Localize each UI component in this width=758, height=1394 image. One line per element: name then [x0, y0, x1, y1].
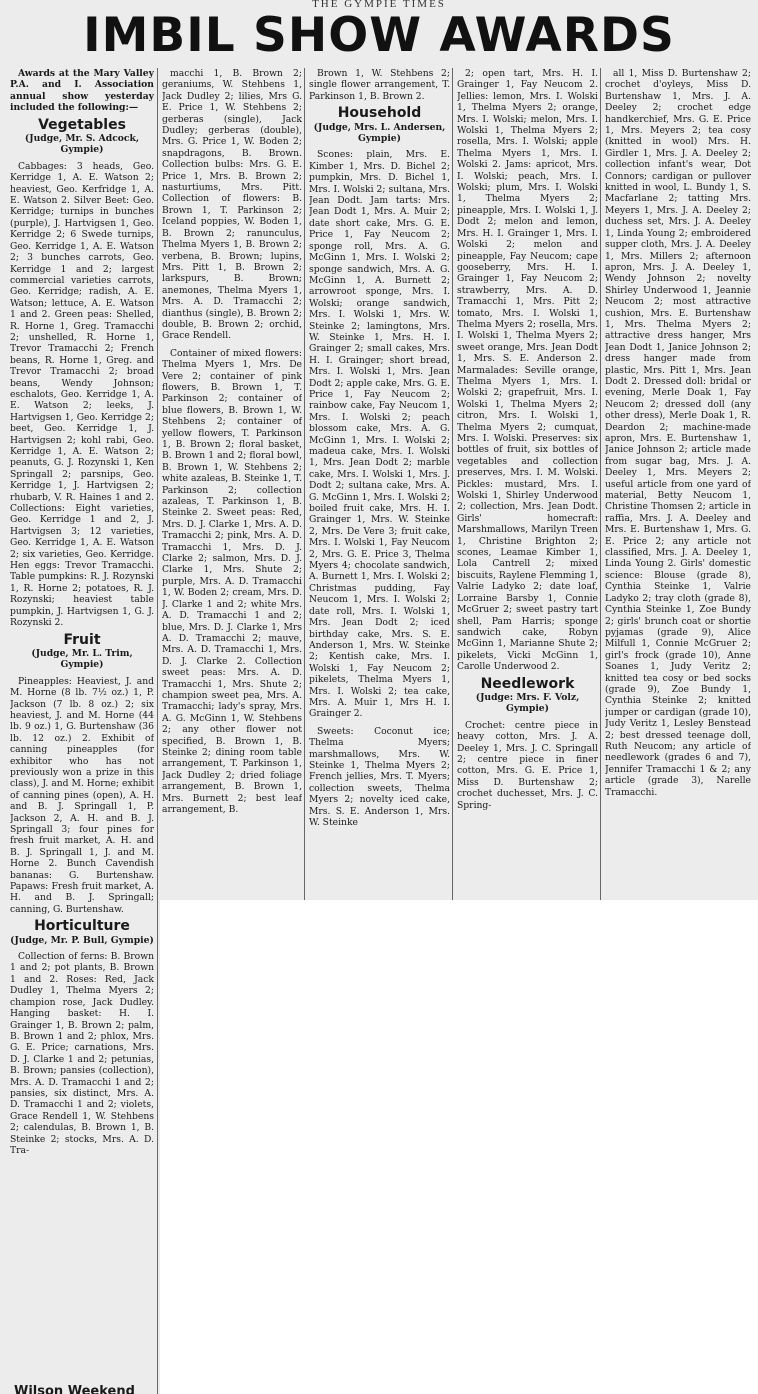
column-rule: [157, 68, 158, 1394]
next-article-heading: Wilson Weekend: [14, 1384, 135, 1394]
horticulture-awards-cont: macchi 1, B. Brown 2; geraniums, W. Stehbens 1, Jack Dudley 2; lilies, Mrs G. E. Price 1, W. Stehbens 2; gerberas (single), Jack Dudley; gerberas (double), Mrs. G. Price 1, W. Boden 2; snapdragons, B. Brown. Collection bulbs: Mrs. G. E. Price 1, Mrs. B. Brown 2; nasturtiums, Mrs. Pitt. Collection of flowers: B. Brown 1, T. Parkinson 2; Iceland poppies, W. Boden 1, B. Brown 2; ranunculus, Thelma Myers 1, B. Brown 2; verbena, B. Brown; lupins, Mrs. Pitt 1, B. Brown 2; larkspurs, B. Brown; anemones, Thelma Myers 1, Mrs. A. D. Tramacchi 2; dianthus (single), B. Brown 2; double, B. Brown 2; orchid, Grace Rendell.: [162, 68, 302, 342]
masthead: THE GYMPIE TIMES: [312, 0, 446, 8]
horticulture-awards-end: Brown 1, W. Stehbens 2; single flower arrangement, T. Parkinson 1, B. Brown 2.: [309, 68, 450, 102]
column-1: [10, 68, 154, 1386]
blank-area: [160, 900, 758, 1394]
intro-paragraph: Awards at the Mary Valley P.A. and I. Association annual show yesterday included the following:—: [10, 68, 154, 114]
section-heading-horticulture: Horticulture: [34, 918, 130, 935]
household-awards: Scones: plain, Mrs. E. Kimber 1, Mrs. D. Bichel 2; pumpkin, Mrs. D. Bichel 1, Mrs. I. Wolski 2; sultana, Mrs. Jean Dodt. Jam tarts: Mrs. Jean Dodt 1, Mrs. A. Muir 2; date short cake, Mrs. G. E. Price 1, Fay Neucom 2; sponge roll, Mrs. A. G. McGinn 1, Mrs. I. Wolski 2; sponge sandwich, Mrs. A. G. McGinn 1, A. Burnett 2; arrowroot sponge, Mrs. I. Wolski; orange sandwich, Mrs. I. Wolski 1, Mrs. W. Steinke 2; lamingtons, Mrs. W. Steinke 1, Mrs. H. I. Grainger 2; small cakes, Mrs. H. I. Grainger; short bread, Mrs. I. Wolski 1, Mrs. Jean Dodt 2; apple cake, Mrs. G. E. Price 1, Fay Neucom 2; rainbow cake, Fay Neucom 1, Mrs. I. Wolski 2; peach blossom cake, Mrs. A. G. McGinn 1, Mrs. I. Wolski 2; madeua cake, Mrs. I. Wolski 1, Mrs. Jean Dodt 2; marble cake, Mrs. I. Wolski 1, Mrs. J. Dodt 2; sultana cake, Mrs. A. G. McGinn 1, Mrs. I. Wolski 2; boiled fruit cake, Mrs. H. I. Grainger 1, Mrs. W. Steinke 2, Mrs. De Vere 3; fruit cake, Mrs. I. Wolski 1, Fay Neucom 2, Mrs. G. E. Price 3, Thelma Myers 4; chocolate sandwich, A. Burnett 1, Mrs. I. Wolski 2; Christmas pudding, Fay Neucom 1, Mrs. I. Wolski 2; date roll, Mrs. I. Wolski 1, Mrs. Jean Dodt 2; iced birthday cake, Mrs. S. E. Anderson 1, Mrs. W. Steinke 2; Kentish cake, Mrs. I. Wolski 1, Fay Neucom 2; pikelets, Thelma Myers 1, Mrs. I. Wolski 2; tea cake, Mrs. A. Muir 1, Mrs H. I. Grainger 2.: [309, 149, 450, 720]
needlework-awards-cont: all 1, Miss D. Burtenshaw 2; crochet d'oyleys, Miss D. Burtenshaw 1, Mrs. J. A. Deeley 2; crochet edge handkerchief, Mrs. G. E. Price 1, Mrs. Meyers 2; tea cosy (knitted in wool) Mrs. H. Girdler 1, Mrs. J. A. Deeley 2; collection infant's wear, Dot Connors; cardigan or pullover knitted in wool, L. Bundy 1, S. Macfarlane 2; tatting Mrs. Meyers 1, Mrs. J. A. Deeley 2; duchess set, Mrs. J. A. Deeley 1, Linda Young 2; embroidered supper cloth, Mrs. J. A. Deeley 1, Mrs. Millers 2; afternoon apron, Mrs. J. A. Deeley 1, Wendy Johnson 2; novelty Shirley Underwood 1, Jeannie Neucom 2; most attractive cushion, Mrs. E. Burtenshaw 1, Mrs. Thelma Myers 2; attractive dress hanger, Mrs Jean Dodt 1, Janice Johnson 2; dress hanger made from plastic, Mrs. Pitt 1, Mrs. Jean Dodt 2. Dressed doll: bridal or evening, Merle Doak 1, Fay Neucom 2; dressed doll (any other dress), Merle Doak 1, R. Deardon 2; machine-made apron, Mrs. E. Burtenshaw 1, Janice Johnson 2; article made from sugar bag, Mrs. J. A. Deeley 1, Mrs. Meyers 2; useful article from one yard of material, Betty Neucom 1, Christine Thomsen 2; article in raffia, Mrs. J. A. Deeley and Mrs. E. Burtenshaw 1, Mrs. G. E. Price 2; any article not classified, Mrs. J. A. Deeley 1, Linda Young 2. Girls' domestic science: Blouse (grade 8), Cynthia Steinke 1, Valrie Ladyko 2; tray cloth (grade 8), Cynthia Steinke 1, Zoe Bundy 2; girls' brunch coat or shortie pyjamas (grade 9), Alice Milfull 1, Connie McGruer 2; girl's frock (grade 10), Anne Soanes 1, Judy Veritz 2; knitted tea cosy or bed socks (grade 9), Zoe Bundy 1, Cynthia Steinke 2; knitted jumper or cardigan (grade 10), Judy Veritz 1, Lesley Benstead 2; best dressed teenage doll, Ruth Neucom; any article of needlework (grades 6 and 7), Jennifer Tramacchi 1 & 2; any article (grade 3), Narelle Tramacchi.: [605, 68, 751, 798]
column-2: [162, 68, 302, 898]
judge-line: (Judge, Mr. P. Bull, Gympie): [10, 934, 154, 946]
preserves-awards: 2; open tart, Mrs. H. I. Grainger 1, Fay Neucom 2. Jellies: lemon, Mrs. I. Wolski 1, Thelma Myers 2; orange, Mrs. I. Wolski; melon, Mrs. I. Wolski 1, Thelma Myers 2; rosella, Mrs. I. Wolski; apple Thelma Myers 1, Mrs. I. Wolski 2. Jams: apricot, Mrs. I. Wolski; peach, Mrs. I. Wolski; plum, Mrs. I. Wolski 1, Thelma Myers 2; pineapple, Mrs. I. Wolski 1, J. Dodt 2; melon and lemon, Mrs. H. I. Grainger 1, Mrs. I. Wolski 2; melon and pineapple, Fay Neucom; cape gooseberry, Mrs. H. I. Grainger 1, Fay Neucom 2; strawberry, Mrs. A. D. Tramacchi 1, Mrs. Pitt 2; tomato, Mrs. I. Wolski 1, Thelma Myers 2; rosella, Mrs. I. Wolski 1, Thelma Myers 2; sweet orange, Mrs. Jean Dodt 1, Mrs. S. E. Anderson 2. Marmalades: Seville orange, Thelma Myers 1, Mrs. I. Wolski 2; grapefruit, Mrs. I. Wolski 1, Thelma Myers 2; citron, Mrs. I. Wolski 1, Thelma Myers 2; cumquat, Mrs. I. Wolski. Preserves: six bottles of fruit, six bottles of vegetables and collection preserves, Mrs. I. M. Wolski. Pickles: mustard, Mrs. I. Wolski 1, Shirley Underwood 2; collection, Mrs. Jean Dodt. Girls' homecraft: Marshmallows, Marilyn Treen 1, Christine Brighton 2; scones, Leamae Kimber 1, Lola Cantrell 2; mixed biscuits, Raylene Flemming 1, Valrie Ladyko 2; date loaf, Lorraine Barsby 1, Connie McGruer 2; sweet pastry tart shell, Pam Harris; sponge sandwich cake, Robyn McGinn 1, Marianne Shute 2; pikelets, Vicki McGinn 1, Carolle Underwood 2.: [457, 68, 598, 673]
fruit-awards: Pineapples: Heaviest, J. and M. Horne (8 lb. 7½ oz.) 1, P. Jackson (7 lb. 8 oz.) 2; six heaviest, J. and M. Horne (44 lb. 9 oz.) 1, G. Burtenshaw (36 lb. 12 oz.) 2. Exhibit of canning pineapples (for exhibitor who has not previously won a prize in this class), J. and M. Horne; exhibit of canning pines (open), A. H. and B. J. Springall 1, P. Jackson 2, A. H. and B. J. Springall 3; four pines for fresh fruit market, A. H. and B. J. Springall 1, J. and M. Horne 2. Bunch Cavendish bananas: G. Burtenshaw. Papaws: Fresh fruit market, A. H. and B. J. Springall; canning, G. Burtenshaw.: [10, 675, 154, 915]
column-rule: [600, 68, 601, 900]
sweets-awards: Sweets: Coconut ice; Thelma Myers; marshmallows, Mrs. W. Steinke 1, Thelma Myers 2; French jellies, Mrs. T. Myers; collection sweets, Thelma Myers 2; novelty iced cake, Mrs. S. E. Anderson 1, Mrs. W. Steinke: [309, 725, 450, 828]
headline: IMBIL SHOW AWARDS: [83, 8, 675, 63]
column-4: [457, 68, 598, 898]
column-rule: [452, 68, 453, 900]
vegetables-awards: Cabbages: 3 heads, Geo. Kerridge 1, A. E. Watson 2; heaviest, Geo. Kerfridge 1, A. E. Watson 2. Silver Beet: Geo. Kerridge; turnips in bunches (purple), J. Hartvigsen 1, Geo. Kerridge 2; 6 Swede turnips, Geo. Kerridge 1, A. E. Watson 2; 3 bunches carrots, Geo. Kerridge 1 and 2; largest commercial varieties carrots, Geo. Kerridge; radish, A. E. Watson; lettuce, A. E. Watson 1 and 2. Green peas: Shelled, R. Horne 1, Greg. Tramacchi 2; unshelled, R. Horne 1, Trevor Tramacchi 2; French beans, R. Horne 1, Greg. and Trevor Tramacchi 2; broad beans, Wendy Johnson; eschalots, Geo. Kerridge 1, A. E. Watson 2; leeks, J. Hartvigsen 1, Geo. Kerridge 2; beet, Geo. Kerridge 1, J. Hartvigsen 2; kohl rabi, Geo. Kerridge 1, A. E. Watson 2; peanuts, G. J. Rozynski 1, Ken Springall 2; parsnips, Geo. Kerridge 1, J. Hartvigsen 2; rhubarb, V. R. Haines 1 and 2. Collections: Eight varieties, Geo. Kerridge 1 and 2, J. Hartvigsen 3; 12 varieties, Geo. Kerridge 1, A. E. Watson 2; six varieties, Geo. Kerridge. Hen eggs: Trevor Tramacchi. Table pumpkins: R. J. Rozynski 1, R. Horne 2; potatoes, R. J. Rozynski; heaviest table pumpkin, J. Hartvigsen 1, G. J. Rozynski 2.: [10, 160, 154, 629]
judge-line: (Judge, Mr. S. Adcock, Gympie): [24, 133, 140, 156]
column-5: [605, 68, 751, 898]
column-3: [309, 68, 450, 898]
section-heading-fruit: Fruit: [63, 631, 101, 648]
judge-line: (Judge: Mrs. F. Volz, Gympie): [475, 691, 580, 715]
section-heading-vegetables: Vegetables: [38, 116, 126, 133]
column-rule: [304, 68, 305, 900]
flower-containers-awards: Container of mixed flowers: Thelma Myers 1, Mrs. De Vere 2; container of pink flowers, B. Brown 1, T. Parkinson 2; container of blue flowers, B. Brown 1, W. Stehbens 2; container of yellow flowers, T. Parkinson 1, B. Brown 2; floral basket, B. Brown 1 and 2; floral bowl, B. Brown 1, W. Stehbens 2; white azaleas, B. Steinke 1, T. Parkinson 2; collection azaleas, T. Parkinson 1, B. Steinke 2. Sweet peas: Red, Mrs. D. J. Clarke 1, Mrs. A. D. Tramacchi 2; pink, Mrs. A. D. Tramacchi 1, Mrs. D. J. Clarke 2; salmon, Mrs. D. J. Clarke 1, Mrs. Shute 2; purple, Mrs. A. D. Tramacchi 1, W. Boden 2; cream, Mrs. D. J. Clarke 1 and 2; white Mrs. A. D. Tramacchi 1 and 2; blue, Mrs. D. J. Clarke 1, Mrs A. D. Tramacchi 2; mauve, Mrs. A. D. Tramacchi 1, Mrs. D. J. Clarke 2. Collection sweet peas: Mrs. A. D. Tramacchi 1, Mrs. Shute 2; champion sweet pea, Mrs. A. Tramacchi; lady's spray, Mrs. A. G. McGinn 1, W. Stehbens 2; any other flower not specified, B. Brown 1, B. Steinke 2; dining room table arrangement, T. Parkinson 1, Jack Dudley 2; dried foliage arrangement, B. Brown 1, Mrs. Burnett 2; best leaf arrangement, B.: [162, 347, 302, 815]
section-heading-needlework: Needlework: [480, 675, 575, 692]
section-heading-household: Household: [337, 105, 422, 122]
needlework-awards: Crochet: centre piece in heavy cotton, Mrs. J. A. Deeley 1, Mrs. J. C. Springall 2; centre piece in finer cotton, Mrs. G. E. Price 1, Miss D. Burtenshaw 2; crochet duchesset, Mrs. J. C. Spring-: [457, 719, 598, 811]
judge-line: (Judge, Mrs. L. Andersen, Gympie): [313, 121, 446, 145]
judge-line: (Judge, Mr. L. Trim, Gympie): [31, 647, 133, 671]
horticulture-awards: Collection of ferns: B. Brown 1 and 2; pot plants, B. Brown 1 and 2. Roses: Red, Jack Dudley 1, Thelma Myers 2; champion rose, Jack Dudley. Hanging basket: H. I. Grainger 1, B. Brown 2; palm, B. Brown 1 and 2; phlox, Mrs. G. E. Price; carnations, Mrs. D. J. Clarke 1 and 2; petunias, B. Brown; pansies (collection), Mrs. A. D. Tramacchi 1 and 2; pansies, six distinct, Mrs. A. D. Tramacchi 1 and 2; violets, Grace Rendell 1, W. Stehbens 2; calendulas, B. Brown 1, B. Steinke 2; stocks, Mrs. A. D. Tra-: [10, 951, 154, 1156]
